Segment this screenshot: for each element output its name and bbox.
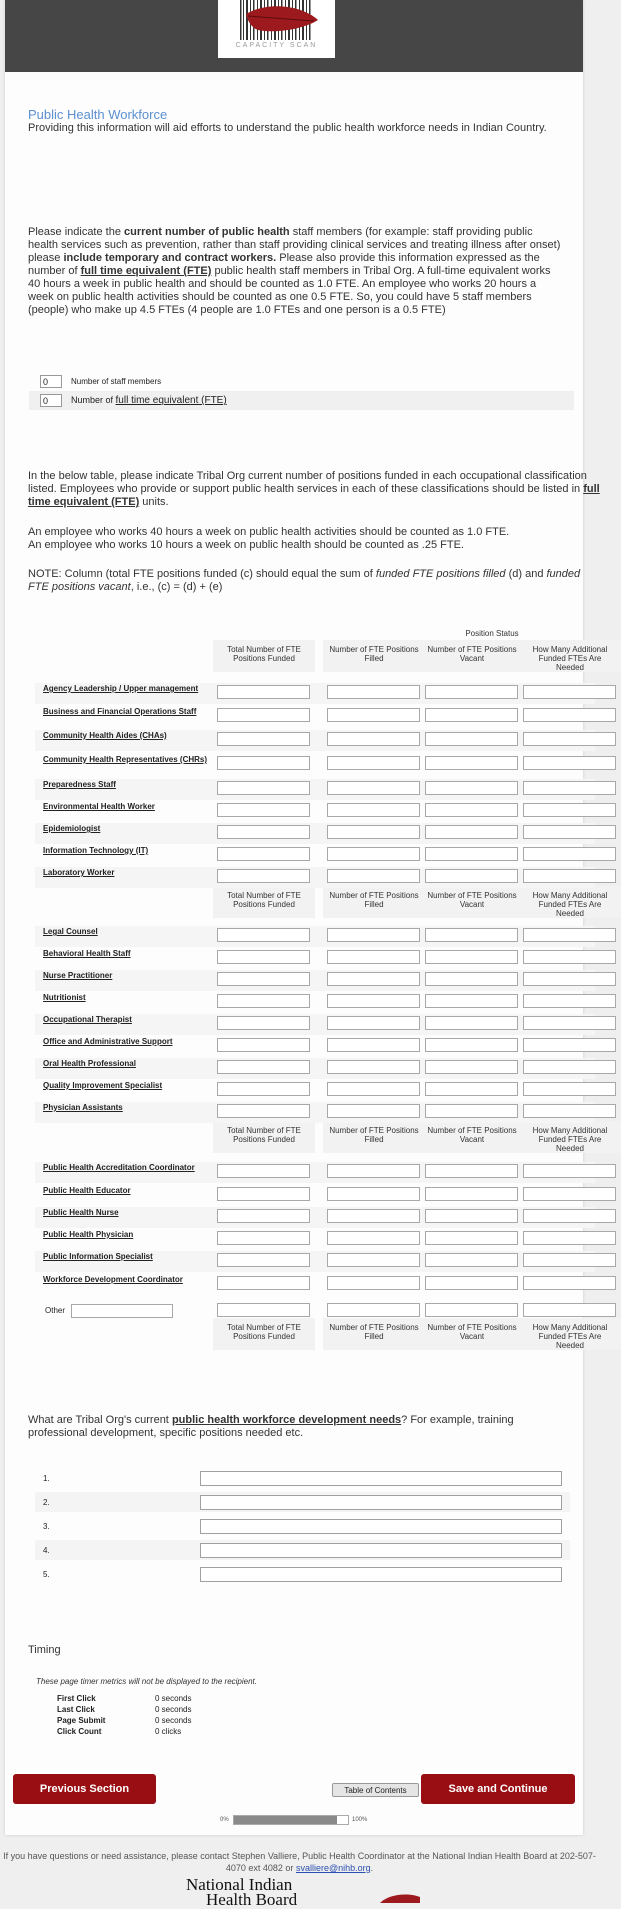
fte-cell-input[interactable] [523,1303,616,1317]
staff-count-label: Number of staff members [71,377,162,386]
fte-cell-input[interactable] [425,825,518,839]
fte-cell-input[interactable] [523,869,616,883]
column-header-4: How Many Additional Funded FTEs Are Needed [532,1323,608,1350]
other-row-label: Other [45,1306,66,1315]
fte-cell-input[interactable] [217,781,310,795]
fte-cell-input[interactable] [217,1164,310,1178]
fte-cell-input[interactable] [425,781,518,795]
column-header-2: Number of FTE Positions Filled [329,1323,419,1341]
fte-cell-input[interactable] [217,685,310,699]
fte-cell-input[interactable] [217,847,310,861]
table-row-label: Nurse Practitioner [43,971,113,980]
footer-text-end: . [370,1863,374,1873]
table-row-label: Public Health Educator [43,1186,131,1195]
timing-label: Last Click [57,1705,95,1714]
survey-page [5,0,608,1835]
fte-cell-input[interactable] [425,950,518,964]
fte-cell-input[interactable] [327,1253,420,1267]
fte-cell-input[interactable] [217,756,310,770]
table-note [28,568,603,594]
fte-cell-input[interactable] [425,1231,518,1245]
fte-cell-input[interactable] [425,685,518,699]
note-italic-1: funded FTE positions filled [375,568,506,580]
fte-cell-input[interactable] [523,972,616,986]
column-header-4: How Many Additional Funded FTEs Are Needed [532,645,608,672]
fte-cell-input[interactable] [425,756,518,770]
table-row-label: Public Health Nurse [43,1208,119,1217]
nihb-brand [186,1877,297,1907]
fte-cell-input[interactable] [217,1209,310,1223]
fte-cell-input[interactable] [523,732,616,746]
table-instructions [28,470,603,509]
column-header-2: Number of FTE Positions Filled [329,645,419,663]
logo-caption: CAPACITY SCAN [235,42,318,49]
need-item-number: 4. [43,1546,50,1555]
fte-cell-input[interactable] [425,1016,518,1030]
column-header-1: Total Number of FTE Positions Funded [227,1126,301,1144]
q1-bold-2: include temporary and contract workers. [63,252,277,264]
fte-cell-input[interactable] [523,1082,616,1096]
fte-cell-input[interactable] [425,708,518,722]
table-row-label: Preparedness Staff [43,780,116,789]
note-italic-2: funded FTE positions vacant [28,568,581,593]
fte-cell-input[interactable] [327,756,420,770]
position-status-header: Position Status [465,629,519,638]
progress-end-label: 100% [352,1817,368,1823]
fte-cell-input[interactable] [425,803,518,817]
barcode-feather-icon [218,0,335,44]
need-item-input[interactable] [200,1519,562,1534]
timing-value: 0 seconds [155,1705,192,1714]
table-of-contents-button[interactable]: Table of Contents [332,1783,419,1797]
table-row-label: Laboratory Worker [43,868,115,877]
q1-bold-1: current number of public health [124,226,290,238]
column-header-1: Total Number of FTE Positions Funded [227,891,301,909]
fte-cell-input[interactable] [425,972,518,986]
fte-cell-input[interactable] [425,1038,518,1052]
brand-swoosh-icon [380,1893,420,1903]
fte-cell-input[interactable] [523,847,616,861]
fte-cell-input[interactable] [523,708,616,722]
fte-cell-input[interactable] [217,1303,310,1317]
fte-cell-input[interactable] [523,1209,616,1223]
need-item-number: 1. [43,1474,50,1483]
needs-question [28,1414,563,1440]
fte-cell-input[interactable] [327,803,420,817]
fte-cell-input[interactable] [327,732,420,746]
needs-link[interactable]: public health workforce development needs [171,1414,402,1426]
fte-count-label [71,395,227,406]
fte-cell-input[interactable] [327,1016,420,1030]
need-item-input[interactable] [200,1543,562,1558]
timing-value: 0 clicks [155,1727,182,1736]
fte-label-link[interactable]: full time equivalent (FTE) [115,395,227,406]
fte-cell-input[interactable] [523,825,616,839]
fte-cell-input[interactable] [523,756,616,770]
progress-fill [234,1816,337,1824]
fte-cell-input[interactable] [425,869,518,883]
table-row-label: Behavioral Health Staff [43,949,131,958]
timing-label: First Click [57,1694,96,1703]
fte-cell-input[interactable] [327,928,420,942]
fte-cell-input[interactable] [327,1104,420,1118]
fte-cell-input[interactable] [327,1276,420,1290]
note-text-c: , i.e., (c) = (d) + (e) [130,581,223,593]
fte-cell-input[interactable] [327,972,420,986]
fte-cell-input[interactable] [217,994,310,1008]
fte-definition-link[interactable]: full time equivalent (FTE) [80,265,212,277]
need-item-input[interactable] [200,1471,562,1486]
need-item-input[interactable] [200,1495,562,1510]
fte-cell-input[interactable] [217,869,310,883]
timing-value: 0 seconds [155,1716,192,1725]
fte-table-link[interactable]: full time equivalent (FTE) [28,483,600,508]
footer-contact [0,1850,599,1874]
column-header-4: How Many Additional Funded FTEs Are Needed [532,1126,608,1153]
q2-text-3: An employee who works 10 hours a week on public health should be counted as .25 FTE. [28,539,464,551]
fte-cell-input[interactable] [425,1187,518,1201]
brand-line-2: Health Board [206,1890,298,1909]
fte-cell-input[interactable] [327,1038,420,1052]
section-intro: Providing this information will aid efforts to understand the public health workforce needs in Indian Country. [28,122,547,134]
fte-cell-input[interactable] [523,928,616,942]
fte-cell-input[interactable] [425,1209,518,1223]
fte-cell-input[interactable] [523,1253,616,1267]
capacity-scan-logo [218,0,335,58]
other-specify-input[interactable] [71,1304,173,1318]
table-row-label: Oral Health Professional [43,1059,136,1068]
table-row-label: Epidemiologist [43,824,101,833]
fte-cell-input[interactable] [217,1082,310,1096]
table-row-label: Quality Improvement Specialist [43,1081,163,1090]
q2-text-2: An employee who works 40 hours a week on public health activities should be counted as 1.0 FTE. [28,526,510,538]
q3-text-2: ? For example, training professional development, specific positions needed etc. [28,1414,514,1439]
fte-cell-input[interactable] [523,1187,616,1201]
table-row-label: Community Health Representatives (CHRs) [43,755,208,764]
fte-cell-input[interactable] [327,1082,420,1096]
footer-email-link[interactable]: svalliere@nihb.org [295,1863,371,1873]
table-row-label: Agency Leadership / Upper management [43,684,199,693]
fte-cell-input[interactable] [425,1276,518,1290]
note-text-a: NOTE: Column (total FTE positions funded (c) should equal the sum of [28,568,376,580]
fte-cell-input[interactable] [523,950,616,964]
fte-cell-input[interactable] [217,708,310,722]
table-row-label: Business and Financial Operations Staff [43,707,197,716]
timing-value: 0 seconds [155,1694,192,1703]
column-header-3: Number of FTE Positions Vacant [427,891,517,909]
fte-cell-input[interactable] [217,825,310,839]
fte-cell-input[interactable] [523,994,616,1008]
table-row-label: Public Health Accreditation Coordinator [43,1163,195,1172]
table-row-label: Occupational Therapist [43,1015,132,1024]
fte-cell-input[interactable] [327,1303,420,1317]
fte-cell-input[interactable] [425,928,518,942]
q3-text-1: What are Tribal Org's current [28,1414,172,1426]
note-text-b: (d) and [505,568,547,580]
fte-cell-input[interactable] [217,732,310,746]
column-header-2: Number of FTE Positions Filled [329,1126,419,1144]
fte-cell-input[interactable] [523,1104,616,1118]
column-header-3: Number of FTE Positions Vacant [427,1126,517,1144]
table-row-label: Nutritionist [43,993,86,1002]
q1-text-1: Please indicate the [28,226,125,238]
fte-cell-input[interactable] [425,732,518,746]
fte-cell-input[interactable] [217,1187,310,1201]
fte-cell-input[interactable] [523,1231,616,1245]
previous-section-button[interactable]: Previous Section [13,1774,156,1804]
fte-cell-input[interactable] [327,1164,420,1178]
table-row-label: Public Information Specialist [43,1252,153,1261]
column-header-1: Total Number of FTE Positions Funded [227,1323,301,1341]
fte-cell-input[interactable] [523,1060,616,1074]
fte-cell-input[interactable] [217,1038,310,1052]
q2-text-1: In the below table, please indicate Tribal Org current number of positions funded in each occupational classification listed. Employees who provide or support public health services in each of these classifications should be listed in [28,470,587,495]
fte-cell-input[interactable] [523,1038,616,1052]
fte-cell-input[interactable] [327,1187,420,1201]
table-row-label: Office and Administrative Support [43,1037,173,1046]
progress-start-label: 0% [220,1817,229,1823]
fte-cell-input[interactable] [327,825,420,839]
fte-cell-input[interactable] [217,1060,310,1074]
table-row-label: Environmental Health Worker [43,802,155,811]
table-row-label: Physician Assistants [43,1103,123,1112]
q1-text-2: staff members (for example: staff providing public health services such as prevention, rather than staff providing clinical services and treating illness after onset) please [28,226,561,264]
need-item-number: 2. [43,1498,50,1507]
fte-cell-input[interactable] [327,847,420,861]
column-header-3: Number of FTE Positions Vacant [427,645,517,663]
fte-cell-input[interactable] [327,1231,420,1245]
fte-cell-input[interactable] [217,950,310,964]
fte-cell-input[interactable] [327,685,420,699]
timing-title: Timing [28,1644,61,1656]
fte-cell-input[interactable] [425,1104,518,1118]
staff-count-input[interactable]: 0 [40,375,62,388]
q1-text-4: public health staff members in Tribal Org. A full-time equivalent works 40 hours a week in public health and should be counted as 1.0 FTE. An employee who works 20 hours a week on public health activities should be counted as one 0.5 FTE. So, you could have 5 staff members (people) who make up 4.5 FTEs (4 people are 1.0 FTEs and one person is a 0.5 FTE) [28,265,551,316]
need-item-number: 3. [43,1522,50,1531]
fte-cell-input[interactable] [217,1276,310,1290]
timing-label: Page Submit [57,1716,106,1725]
timing-note: These page timer metrics will not be displayed to the recipient. [36,1677,257,1686]
header-band [5,0,583,72]
fte-cell-input[interactable] [425,1253,518,1267]
fte-cell-input[interactable] [327,781,420,795]
fte-cell-input[interactable] [217,928,310,942]
fte-cell-input[interactable] [217,1104,310,1118]
fte-cell-input[interactable] [425,1060,518,1074]
fte-cell-input[interactable] [217,1016,310,1030]
fte-cell-input[interactable] [425,1164,518,1178]
need-item-input[interactable] [200,1567,562,1582]
table-row-label: Community Health Aides (CHAs) [43,731,167,740]
fte-cell-input[interactable] [425,1303,518,1317]
column-header-1: Total Number of FTE Positions Funded [227,645,301,663]
table-row-label: Information Technology (IT) [43,846,149,855]
table-row-label: Legal Counsel [43,927,98,936]
fte-cell-input[interactable] [327,708,420,722]
fte-cell-input[interactable] [523,1276,616,1290]
fte-cell-input[interactable] [217,803,310,817]
fte-cell-input[interactable] [425,1082,518,1096]
save-and-continue-button[interactable]: Save and Continue [421,1774,575,1804]
fte-cell-input[interactable] [327,1209,420,1223]
table-row-label: Public Health Physician [43,1230,134,1239]
timing-label: Click Count [57,1727,102,1736]
fte-cell-input[interactable] [217,1253,310,1267]
fte-cell-input[interactable] [523,803,616,817]
q1-text-3: Please also provide this information expressed as the number of [28,252,540,277]
fte-cell-input[interactable] [425,847,518,861]
fte-cell-input[interactable] [327,994,420,1008]
fte-cell-input[interactable] [523,1164,616,1178]
fte-cell-input[interactable] [425,994,518,1008]
fte-cell-input[interactable] [327,950,420,964]
staff-question-text [28,226,563,317]
fte-cell-input[interactable] [327,1060,420,1074]
fte-cell-input[interactable] [327,869,420,883]
section-title: Public Health Workforce [28,107,168,122]
column-header-4: How Many Additional Funded FTEs Are Needed [532,891,608,918]
progress-bar [233,1815,349,1825]
fte-label-prefix: Number of [71,395,116,405]
brand-line-1: National Indian [186,1875,293,1894]
q2-text-1-end: units. [139,496,169,508]
need-item-number: 5. [43,1570,50,1579]
fte-cell-input[interactable] [523,685,616,699]
fte-cell-input[interactable] [523,781,616,795]
column-header-3: Number of FTE Positions Vacant [427,1323,517,1341]
fte-cell-input[interactable] [523,1016,616,1030]
fte-cell-input[interactable] [217,1231,310,1245]
column-header-2: Number of FTE Positions Filled [329,891,419,909]
footer-text: If you have questions or need assistance, please contact Stephen Valliere, Public Health Coordinator at the National Indian Health Board at 202-507-4070 ext 4082 or [3,1851,596,1873]
fte-count-input[interactable]: 0 [40,394,62,407]
table-instructions-2 [28,526,588,552]
table-row-label: Workforce Development Coordinator [43,1275,183,1284]
fte-cell-input[interactable] [217,972,310,986]
